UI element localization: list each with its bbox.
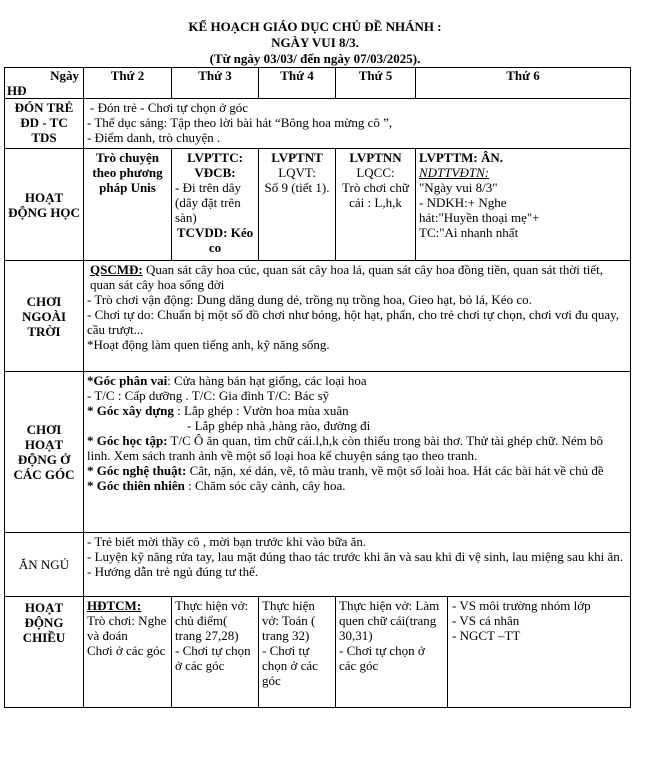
- row-don-tre: [5, 99, 631, 149]
- hdh-tue-activity: - Đi trên dây (dây đặt trên sàn): [175, 180, 242, 225]
- corner-bottom: HĐ: [7, 83, 27, 98]
- an-ngu-line: - Hướng dẫn trẻ ngủ đúng tư thế.: [87, 564, 259, 579]
- row-choi-ngoai-troi: [5, 261, 631, 372]
- hdh-fri-sub: NDTTVĐTN:: [419, 165, 490, 180]
- hdh-tue-game: TCVDD: Kéo co: [176, 225, 254, 255]
- hdc-mon-corners: Chơi ở các góc: [87, 643, 166, 658]
- outdoor-games: - Trò chơi vận động: Dung dăng dung dẻ, trồng nụ trồng hoa, Gieo hạt, bỏ lá, Kéo co.: [87, 292, 532, 307]
- hdh-thursday: [336, 149, 416, 261]
- outdoor-free-play: - Chơi tự do: Chuẩn bị một số đồ chơi như bóng, hột hạt, phấn, cho trẻ chơi tự chọn, chơi vơi đu quay, cầu trượt...: [87, 307, 619, 337]
- hdh-fri-heading: LVPTTM: ÂN.: [419, 150, 504, 165]
- row-label-don-tre: ĐÓN TRẺ ĐD - TC TDS: [5, 99, 84, 149]
- goc-hoc-tap-label: * Góc học tập:: [87, 433, 168, 448]
- don-tre-content: [84, 99, 631, 149]
- hdc-thu-fri: [336, 597, 631, 708]
- date-range: (Từ ngày 03/03/ đến ngày 07/03/2025).: [209, 51, 421, 66]
- hdc-thursday: [336, 597, 448, 707]
- row-label-hoat-dong-hoc: HOẠT ĐỘNG HỌC: [5, 149, 84, 261]
- goc-nghe-thuat-text: Cắt, nặn, xé dán, vẽ, tô màu tranh, về một số loài hoa. Hát các bài hát về chủ đề: [186, 463, 604, 478]
- an-ngu-line: - Trẻ biết mời thầy cô , mời bạn trước khi vào bữa ăn.: [87, 534, 367, 549]
- day-friday: Thứ 6: [416, 68, 631, 99]
- hdc-thu-corners: - Chơi tự chọn ở các góc: [339, 643, 425, 673]
- theme-title: NGÀY VUI 8/3.: [271, 35, 359, 50]
- goc-xay-dung-label: * Góc xây dựng: [87, 403, 174, 418]
- hdc-mon-heading: HĐTCM:: [87, 598, 142, 613]
- row-label-an-ngu: ĂN NGỦ: [5, 533, 84, 597]
- hdh-tue-heading: LVPTTC: VĐCB:: [187, 150, 243, 180]
- hdh-wed-sub: LQVT:: [278, 165, 316, 180]
- hdc-wed-workbook: Thực hiện vở: Toán ( trang 32): [262, 598, 316, 643]
- hdc-thu-workbook: Thực hiện vở: Làm quen chữ cái(trang 30,31): [339, 598, 440, 643]
- hdc-tuesday: [172, 597, 259, 708]
- hdc-mon-game: Trò chơi: Nghe và đoán: [87, 613, 167, 643]
- outdoor-english: *Hoạt động làm quen tiếng anh, kỹ năng sống.: [87, 337, 330, 352]
- row-hoat-dong-hoc: [5, 149, 631, 261]
- goc-phan-vai-sub: - T/C : Cấp dưỡng . T/C: Gia đình T/C: Bác sỹ: [87, 388, 330, 403]
- hdh-tuesday: [172, 149, 259, 261]
- hdc-wed-corners: - Chơi tự chọn ở các góc: [262, 643, 318, 688]
- don-tre-line: - Điểm danh, trò chuyện .: [87, 130, 221, 145]
- row-choi-goc: [5, 372, 631, 533]
- hdc-monday: [84, 597, 172, 708]
- hdc-friday: [448, 597, 630, 707]
- an-ngu-content: [84, 533, 631, 597]
- hdc-fri-env: - VS môi trường nhóm lớp: [452, 598, 591, 613]
- don-tre-line: - Thể dục sáng: Tập theo lời bài hát “Bông hoa mừng cô ”,: [87, 115, 393, 130]
- goc-thien-nhien-text: : Chăm sóc cây cảnh, cây hoa.: [184, 478, 346, 493]
- goc-phan-vai-text: : Cửa hàng bán hạt giống, các loại hoa: [167, 373, 367, 388]
- hdc-fri-personal: - VS cá nhân: [452, 613, 520, 628]
- goc-thien-nhien-label: * Góc thiên nhiên: [87, 478, 185, 493]
- hdh-thu-heading: LVPTNN: [349, 150, 402, 165]
- hdh-fri-activity: - NDKH:+ Nghe hát:"Huyền thoại mẹ"+ TC:"Ai nhanh nhất: [419, 195, 540, 240]
- day-tuesday: Thứ 3: [172, 68, 259, 99]
- goc-xay-dung-sub: - Lắp ghép nhà ,hàng rào, đường đi: [187, 418, 371, 433]
- hdh-wed-activity: Số 9 (tiết 1).: [264, 180, 330, 195]
- goc-xay-dung-text: : Lắp ghép : Vườn hoa mùa xuân: [173, 403, 349, 418]
- corner-cell: [5, 68, 84, 99]
- hdh-friday: [416, 149, 631, 261]
- hdh-thu-sub: LQCC:: [356, 165, 395, 180]
- hdc-fri-ngct: - NGCT –TT: [452, 628, 521, 643]
- goc-phan-vai-label: *Góc phân vai: [87, 373, 168, 388]
- day-thursday: Thứ 5: [336, 68, 416, 99]
- hdc-tue-workbook: Thực hiện vở: chủ điểm( trang 27,28): [175, 598, 249, 643]
- weekly-plan-table: [4, 67, 631, 708]
- row-hoat-dong-chieu: [5, 597, 631, 708]
- row-label-hoat-dong-chieu: HOẠT ĐỘNG CHIỀU: [5, 597, 84, 708]
- day-wednesday: Thứ 4: [259, 68, 336, 99]
- goc-hoc-tap-text: T/C Ô ăn quan, tìm chữ cái.l,h,k còn thiếu trong bài thơ. Thử tài ghép chữ. Ném bô linh. Xem sách tranh ảnh về một số loại hoa kể chuyện sáng tạo theo tranh.: [87, 433, 604, 463]
- plan-title: KẾ HOẠCH GIÁO DỤC CHỦ ĐỀ NHÁNH :: [188, 19, 442, 34]
- row-an-ngu: [5, 533, 631, 597]
- corner-top: Ngày: [50, 68, 79, 83]
- hdc-wednesday: [259, 597, 336, 708]
- qscmd-text: Quan sát cây hoa cúc, quan sát cây hoa lá, quan sát cây hoa đồng tiền, quan sát thời tiết, quan sát cây hoa sống đời: [90, 262, 603, 292]
- hdh-wednesday: [259, 149, 336, 261]
- hdh-fri-song: "Ngày vui 8/3": [419, 180, 498, 195]
- qscmd-label: QSCMĐ:: [90, 262, 143, 277]
- hdh-wed-heading: LVPTNT: [271, 150, 323, 165]
- an-ngu-line: - Luyện kỹ năng rửa tay, lau mặt đúng thao tác trước khi ăn và sau khi đi vệ sinh, lau miệng sau khi ăn.: [87, 549, 624, 564]
- hdh-monday: Trò chuyện theo phương pháp Unis: [84, 149, 172, 261]
- hdc-tue-corners: - Chơi tự chọn ở các góc: [175, 643, 251, 673]
- day-monday: Thứ 2: [84, 68, 172, 99]
- choi-ngoai-troi-content: [84, 261, 631, 372]
- header-row: [5, 68, 631, 99]
- goc-nghe-thuat-label: * Góc nghệ thuật:: [87, 463, 187, 478]
- row-label-choi-goc: CHƠI HOẠT ĐỘNG Ở CÁC GÓC: [5, 372, 84, 533]
- choi-goc-content: [84, 372, 631, 533]
- hdh-thu-activity: Trò chơi chữ cái : L,h,k: [342, 180, 409, 210]
- row-label-choi-ngoai-troi: CHƠI NGOÀI TRỜI: [5, 261, 84, 372]
- don-tre-line: - Đón trẻ - Chơi tự chọn ở góc: [90, 100, 248, 115]
